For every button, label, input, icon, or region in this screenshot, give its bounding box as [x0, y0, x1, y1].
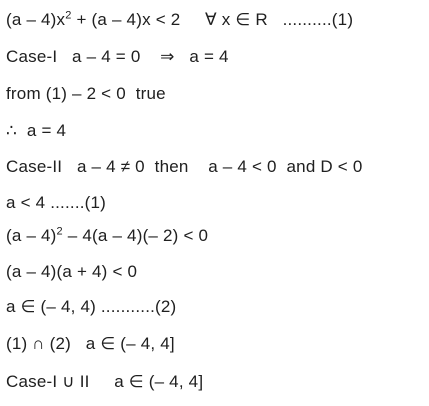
union-result-line: Case-I ∪ II a ∈ (– 4, 4] — [6, 372, 204, 391]
intersection-line: (1) ∩ (2) a ∈ (– 4, 4] — [6, 334, 175, 353]
condition-2-line: a ∈ (– 4, 4) ...........(2) — [6, 297, 177, 316]
inequality-statement-line — [6, 10, 353, 30]
discriminant-line — [6, 226, 208, 246]
exponent: 2 — [56, 225, 63, 238]
from-1-check-line: from (1) – 2 < 0 true — [6, 84, 166, 103]
case-2-line: Case-II a – 4 ≠ 0 then a – 4 < 0 and D < 0 — [6, 157, 363, 176]
exponent: 2 — [65, 9, 72, 22]
discriminant-part-1: (a – 4) — [6, 226, 57, 245]
inequality-part-2: + (a – 4)x < 2 ∀ x ∈ R ..........(1) — [71, 10, 354, 29]
discriminant-part-2: – 4(a – 4)(– 2) < 0 — [62, 226, 209, 245]
factored-line: (a – 4)(a + 4) < 0 — [6, 262, 138, 281]
therefore-line: ∴ a = 4 — [6, 121, 67, 140]
inequality-part-1: (a – 4)x — [6, 10, 66, 29]
condition-1-line: a < 4 .......(1) — [6, 193, 107, 212]
case-1-line: Case-I a – 4 = 0 ⇒ a = 4 — [6, 47, 229, 66]
